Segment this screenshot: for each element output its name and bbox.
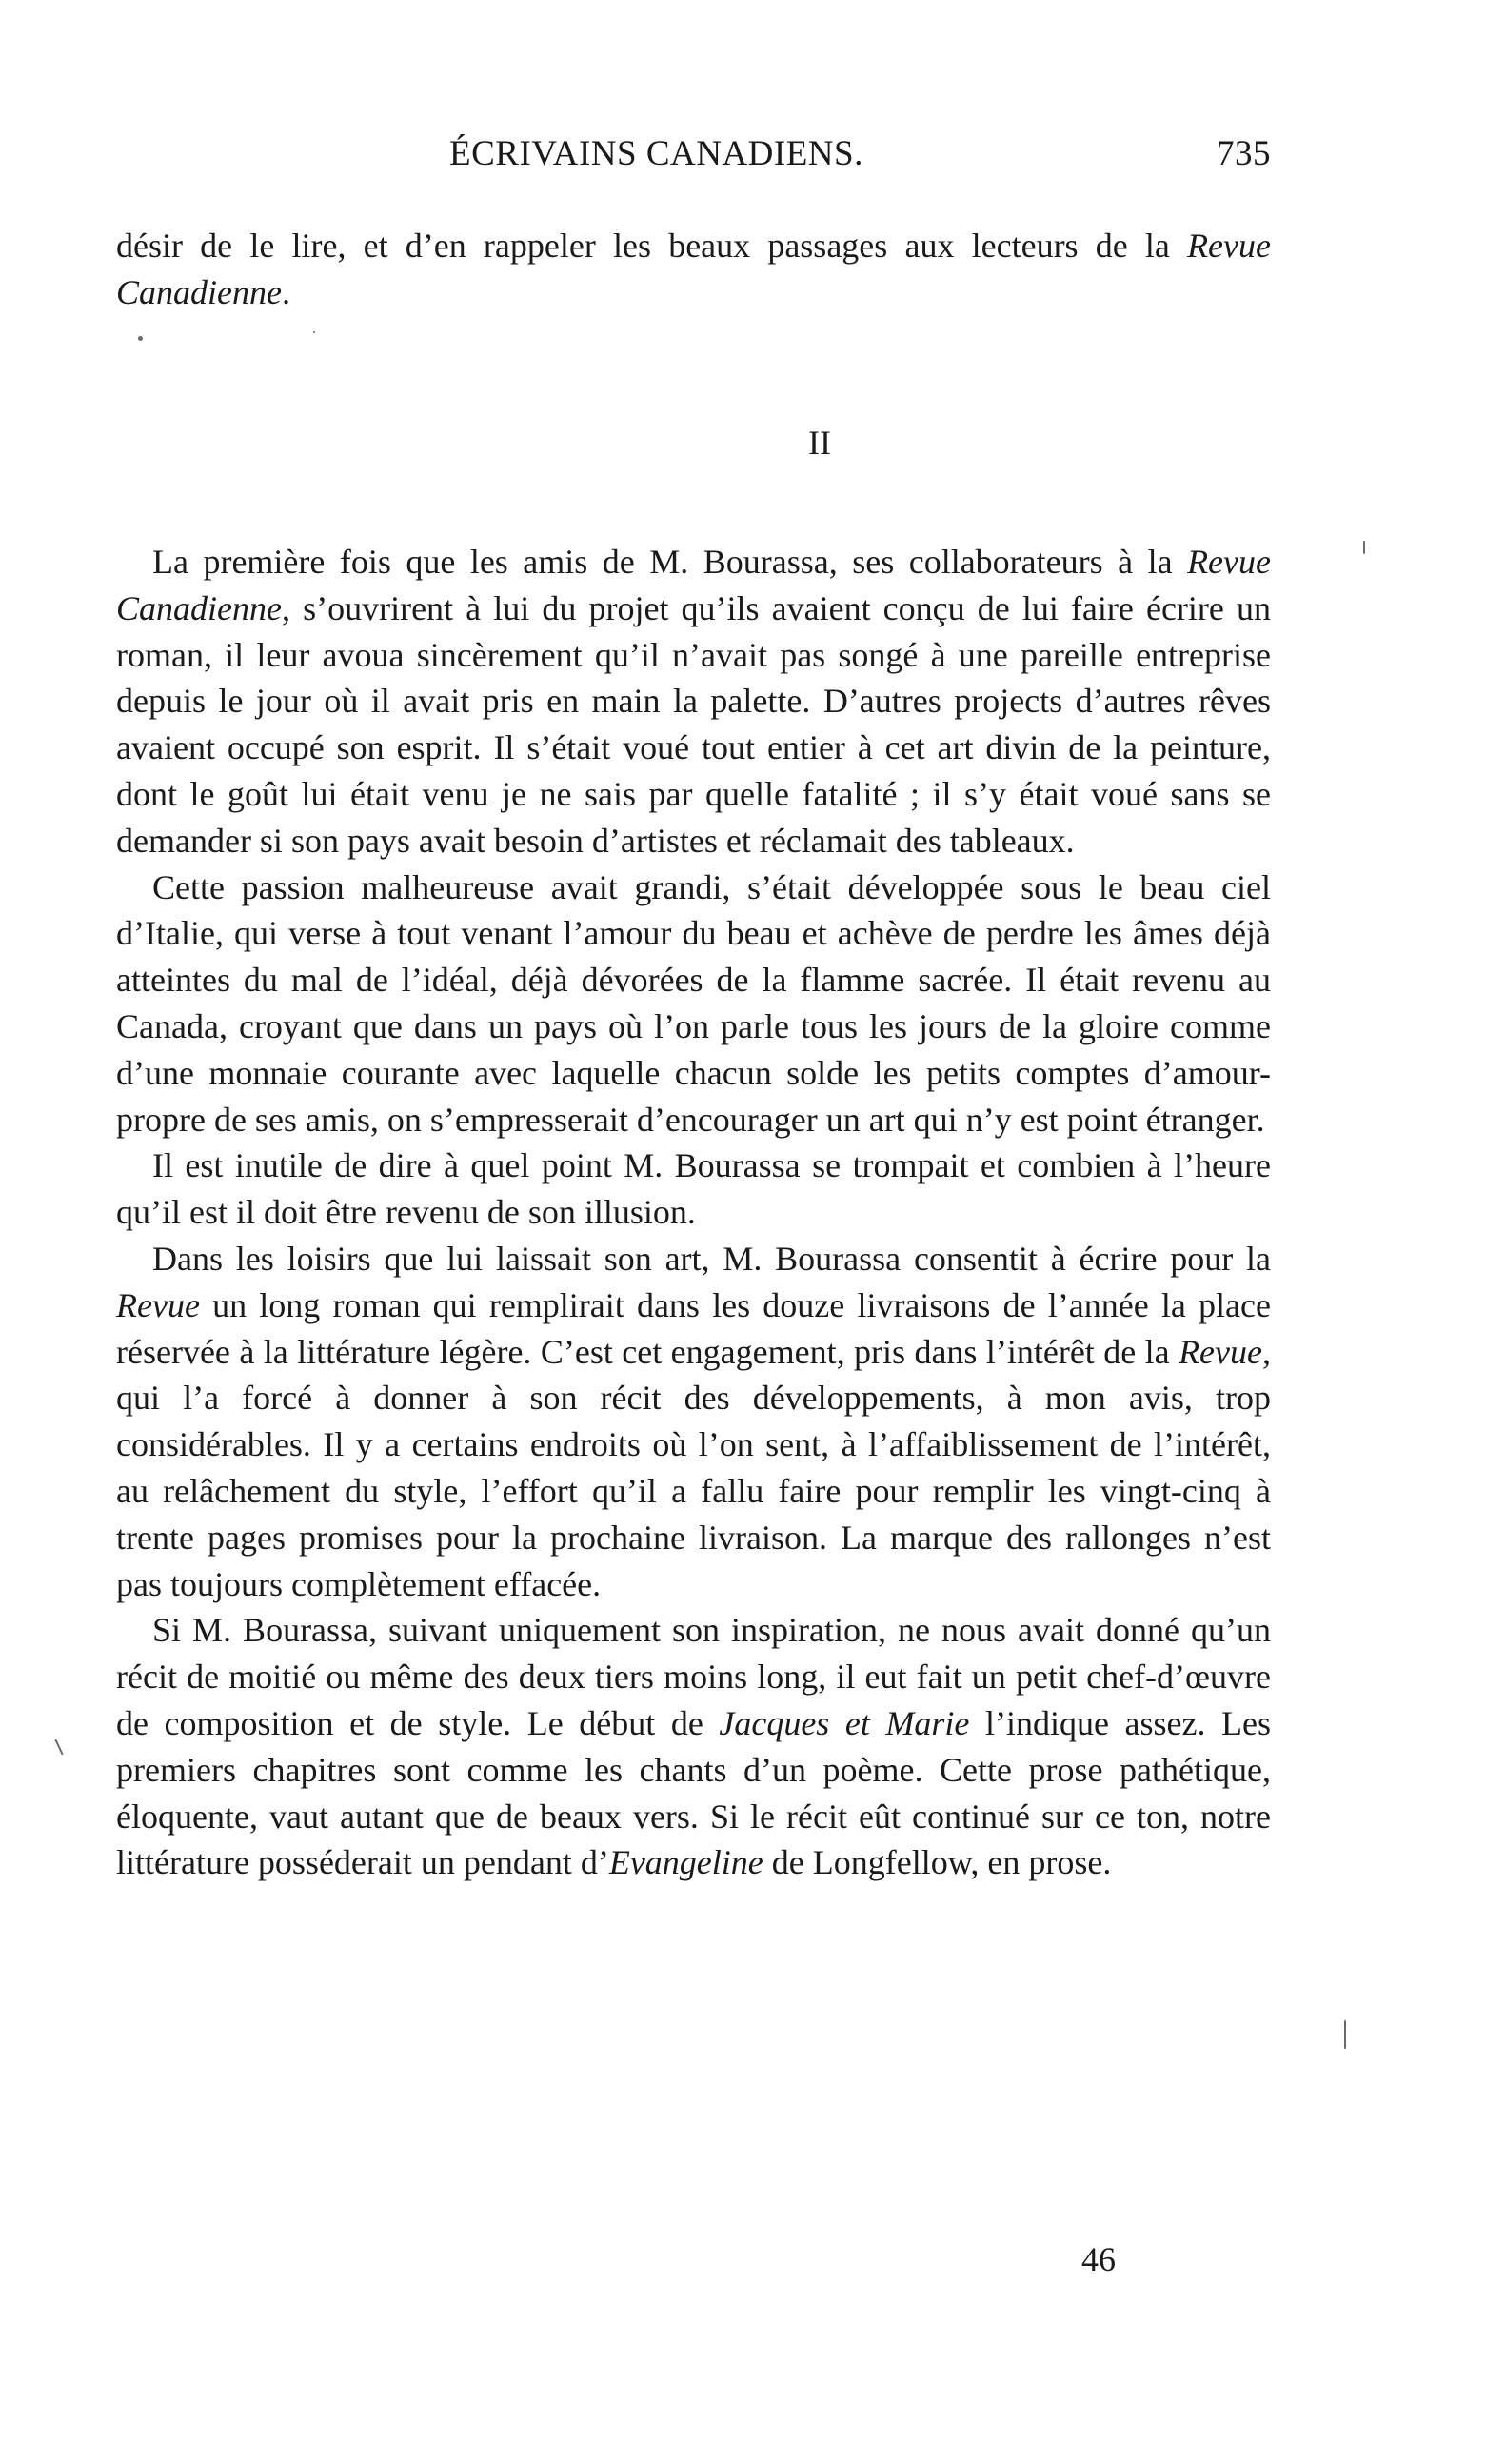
lead-text: désir de le lire, et d’en rappeler les beaux passages aux lecteurs de la xyxy=(116,227,1188,265)
signature-mark: 46 xyxy=(1081,2240,1116,2278)
italic-title: Jacques et Marie xyxy=(719,1703,970,1742)
lead-journal-title: Revue Canadienne xyxy=(116,227,1271,311)
paragraph-text: de Longfellow, en prose. xyxy=(763,1843,1112,1882)
paragraph-text: , qui l’a forcé à donner à son récit des développements, à mon avis, trop considérables. Il y a certains endroits où l’on sent, à l’affaiblissement de l’intérêt, au relâchement du style, l’effort qu’il a fallu faire pour remplir les vingt-cinq à trente pages promises pour la prochaine livraison. La marque des rallonges n’est pas toujours complètement effacée. xyxy=(116,1332,1271,1603)
section-heading: II xyxy=(808,424,831,462)
paragraph xyxy=(116,539,1271,864)
paragraph xyxy=(116,864,1271,1143)
paragraph-text: Dans les loisirs que lui laissait son art, M. Bourassa consentit à écrire pour la xyxy=(152,1239,1271,1278)
italic-title: Revue Canadienne xyxy=(116,543,1271,627)
body-text xyxy=(116,539,1271,1886)
paragraph xyxy=(116,1143,1271,1236)
paragraph-text: , s’ouvrirent à lui du projet qu’ils avaient conçu de lui faire écrire un roman, il leur avoua sincèrement qu’il n’avait pas songé à une pareille entreprise depuis le jour où il avait pris en main la palette. D’autres projects d’autres rêves avaient occupé son esprit. Il s’était voué tout entier à cet art divin de la peinture, dont le goût lui était venu je ne sais par quelle fatalité ; il s’y était voué sans se demander si son pays avait besoin d’artistes et réclamait des tableaux. xyxy=(116,588,1271,860)
lead-paragraph xyxy=(116,223,1271,316)
italic-title: Evangeline xyxy=(608,1843,763,1882)
paragraph-text: un long roman qui remplirait dans les douze livraisons de l’année la place réservée à la littérature légère. C’est cet engagement, pris dans l’intérêt de la xyxy=(116,1285,1271,1371)
lead-end: . xyxy=(281,272,290,311)
print-speck xyxy=(1344,2020,1346,2049)
paragraph-text: La première fois que les amis de M. Bourassa, ses collaborateurs à la xyxy=(152,543,1188,581)
paragraph xyxy=(116,1607,1271,1886)
page-number: 735 xyxy=(1217,134,1271,173)
paragraph-text: Cette passion malheureuse avait grandi, s’était développée sous le beau ciel d’Italie, qui verse à tout venant l’amour du beau et achève de perdre les âmes déjà atteintes du mal de l’idéal, déjà dévorées de la flamme sacrée. Il était revenu au Canada, croyant que dans un pays où l’on parle tous les jours de la gloire comme d’une monnaie courante avec laquelle chacun solde les petits comptes d’amour-propre de ses amis, on s’empresserait d’encourager un art qui n’y est point étranger. xyxy=(116,867,1271,1139)
print-speck xyxy=(54,1739,63,1755)
italic-title: Revue xyxy=(116,1285,200,1324)
paragraph-text: l’indique assez. Les premiers chapitres sont comme les chants d’un poème. Cette prose pathétique, éloquente, vaut autant que de beaux vers. Si le récit eût continué sur ce ton, notre littérature posséderait un pendant d’ xyxy=(116,1703,1272,1882)
paragraph xyxy=(116,1236,1271,1607)
continued-paragraph xyxy=(116,223,1271,316)
print-speck xyxy=(138,336,143,341)
paragraph-text: Si M. Bourassa, suivant uniquement son inspiration, ne nous avait donné qu’un récit de moitié ou même des deux tiers moins long, il eut fait un petit chef-d’œuvre de composition et de style. Le début de xyxy=(116,1611,1271,1742)
italic-title: Revue xyxy=(1179,1332,1262,1371)
print-speck xyxy=(1363,541,1365,554)
print-speck xyxy=(313,331,315,333)
running-title: ÉCRIVAINS CANADIENS. xyxy=(449,134,863,173)
paragraph-text: Il est inutile de dire à quel point M. Bourassa se trompait et combien à l’heure qu’il est il doit être revenu de son illusion. xyxy=(116,1146,1271,1232)
page-header xyxy=(114,133,1271,190)
